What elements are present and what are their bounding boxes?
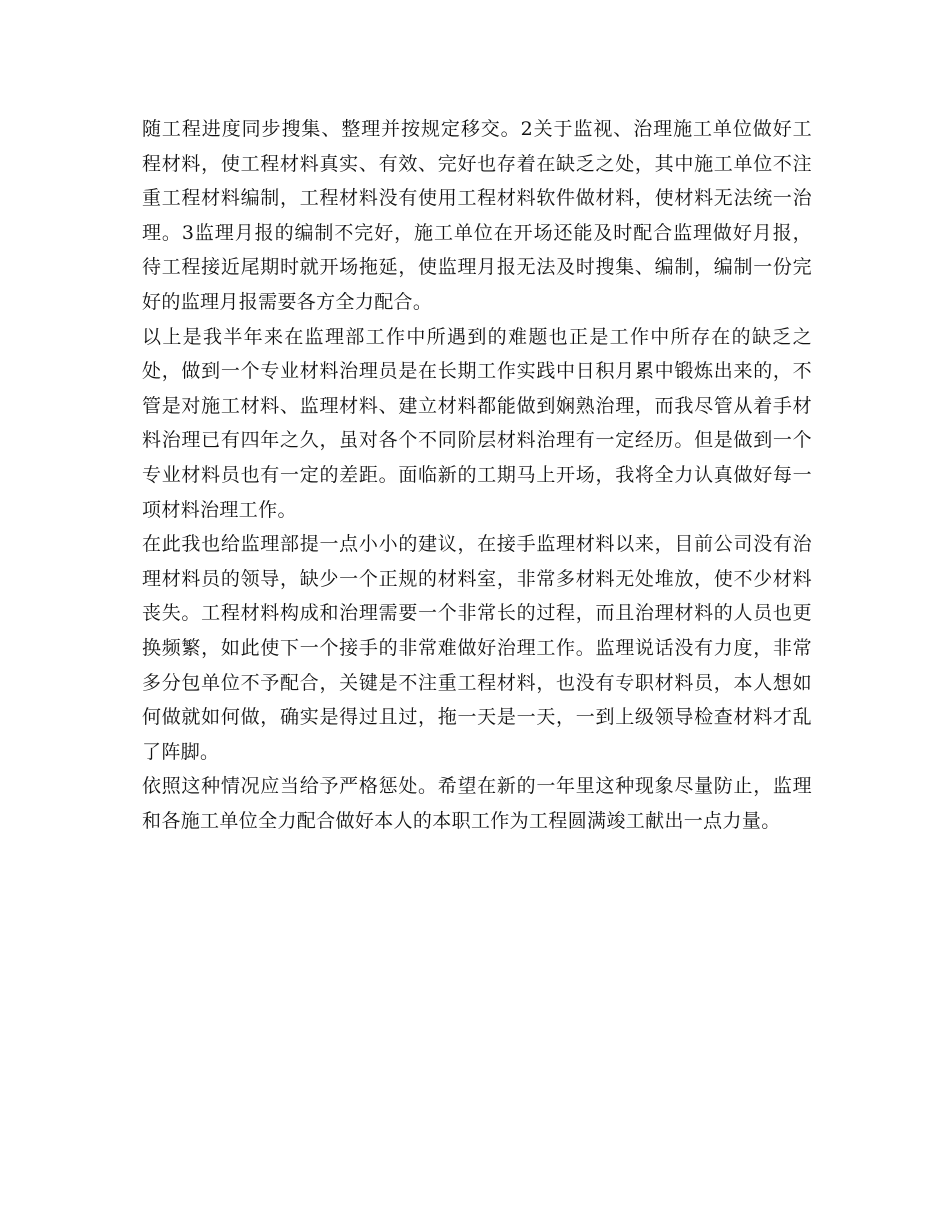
paragraph-3: 在此我也给监理部提一点小小的建议，在接手监理材料以来，目前公司没有治理材料员的领导，缺少一个正规的材料室，非常多材料无处堆放，使不少材料丧失。工程材料构成和治理需要一个非常长的过程，而且治理材料的人员也更换频繁，如此使下一个接手的非常难做好治理工作。监理说话没有力度，非常多分包单位不予配合，关键是不注重工程材料，也没有专职材料员，本人想如何做就如何做，确实是得过且过，拖一天是一天，一到上级领导检查材料才乱了阵脚。: [142, 533, 812, 763]
paragraph-1: 随工程进度同步搜集、整理并按规定移交。2关于监视、治理施工单位做好工程材料，使工程材料真实、有效、完好也存着在缺乏之处，其中施工单位不注重工程材料编制，工程材料没有使用工程材料软件做材料，使材料无法统一治理。3监理月报的编制不完好，施工单位在开场还能及时配合监理做好月报，待工程接近尾期时就开场拖延，使监理月报无法及时搜集、编制，编制一份完好的监理月报需要各方全力配合。: [142, 118, 812, 313]
document-body: [142, 112, 812, 838]
paragraph-4: 依照这种情况应当给予严格惩处。希望在新的一年里这种现象尽量防止，监理和各施工单位全力配合做好本人的本职工作为工程圆满竣工献出一点力量。: [142, 775, 812, 832]
paragraph-2: 以上是我半年来在监理部工作中所遇到的难题也正是工作中所存在的缺乏之处，做到一个专业材料治理员是在长期工作实践中日积月累中锻炼出来的，不管是对施工材料、监理材料、建立材料都能做到娴熟治理，而我尽管从着手材料治理已有四年之久，虽对各个不同阶层材料治理有一定经历。但是做到一个专业材料员也有一定的差距。面临新的工期马上开场，我将全力认真做好每一项材料治理工作。: [142, 325, 812, 521]
